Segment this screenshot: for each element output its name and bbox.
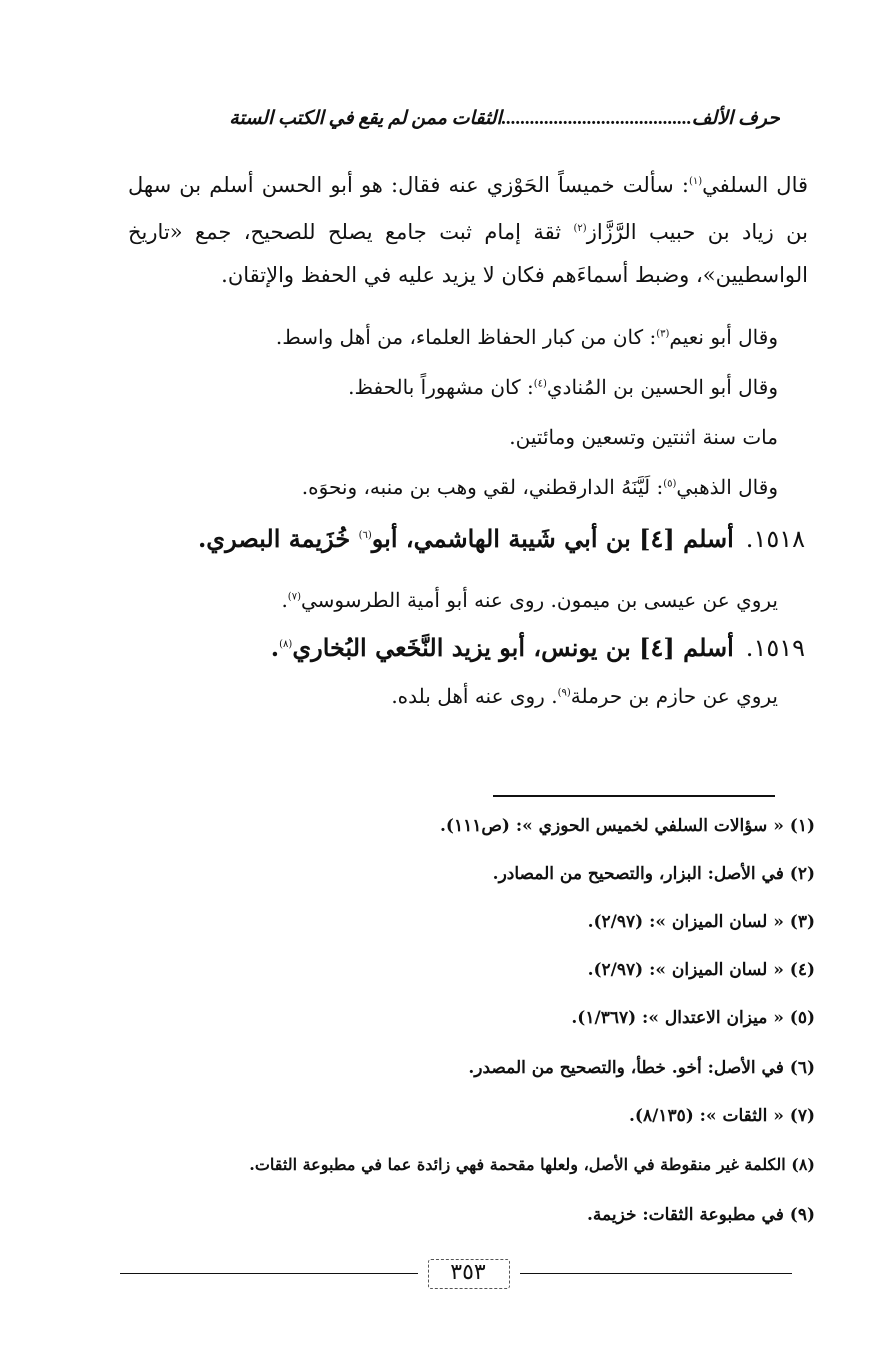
footnote-ref-7: (٧) — [287, 591, 301, 603]
footnote-5: (٥) « ميزان الاعتدال »: (١/٣٦٧). — [571, 1008, 815, 1028]
entry-1519-name-1: أسلم [٤] بن يونس، أبو يزيد النَّخَعي البُخاري — [292, 633, 734, 662]
footnote-1: (١) « سؤالات السلفي لخميس الحوزي »: (ص١١١). — [439, 816, 815, 836]
para-text-2: : سألت خميساً الحَوْزي عنه فقال: هو أبو الحسن أسلم بن سهل بن زياد بن حبيب الرَّزَّاز — [128, 173, 808, 244]
para-text-1: قال السلفي — [702, 173, 809, 197]
footnote-2: (٢) في الأصل: البزار، والتصحيح من المصادر. — [492, 864, 815, 884]
header-separator: ........................................ — [501, 108, 692, 129]
footnote-6: (٦) في الأصل: أخو. خطأ، والتصحيح من المصدر. — [468, 1058, 815, 1078]
entry-1519-heading — [271, 633, 805, 662]
quote-munadi-text-1: وقال أبو الحسين بن المُنادي — [546, 375, 778, 399]
footnote-4: (٤) « لسان الميزان »: (٢/٩٧). — [587, 960, 815, 980]
footnote-9: (٩) في مطبوعة الثقات: خزيمة. — [587, 1205, 815, 1225]
quote-abu-nuaim-text-2: : كان من كبار الحفاظ العلماء، من أهل واسط. — [275, 325, 657, 349]
footer-rule-right-side — [520, 1273, 792, 1274]
footer-rule-left-side — [120, 1273, 418, 1274]
quote-dhahabi-text-1: وقال الذهبي — [676, 475, 778, 499]
quote-dhahabi — [302, 475, 778, 499]
entry-1519-narration — [391, 684, 778, 708]
running-header — [148, 104, 780, 134]
page-number: ٣٥٣ — [450, 1260, 486, 1285]
entry-1519-narration-text-2: . روى عنه أهل بلده. — [391, 684, 558, 708]
footnote-ref-3: (٣) — [656, 328, 670, 340]
footnote-separator — [493, 795, 775, 797]
footnote-ref-2: (٢) — [573, 223, 587, 234]
entry-1518-narration-text-1: يروي عن عيسى بن ميمون. روى عنه أبو أمية الطرسوسي — [300, 588, 778, 612]
death-note — [509, 425, 778, 449]
entry-1518-narration — [281, 588, 778, 612]
death-note-text: مات سنة اثنتين وتسعين ومائتين. — [509, 425, 778, 449]
entry-1518-narration-text-2: . — [281, 588, 288, 612]
footnote-ref-8: (٨) — [279, 639, 293, 650]
entry-1519-name-2: . — [270, 633, 280, 662]
biography-paragraph — [128, 160, 808, 297]
footnote-3: (٣) « لسان الميزان »: (٢/٩٧). — [587, 912, 815, 932]
quote-munadi — [348, 375, 778, 399]
quote-abu-nuaim — [276, 325, 778, 349]
footnote-ref-1: (١) — [688, 176, 703, 187]
entry-1518-heading — [198, 524, 805, 553]
quote-abu-nuaim-text-1: وقال أبو نعيم — [669, 325, 778, 349]
header-chapter: حرف الألف — [691, 108, 780, 129]
footnote-7: (٧) « الثقات »: (٨/١٣٥). — [629, 1106, 815, 1126]
footnote-ref-9: (٩) — [557, 687, 571, 699]
footnote-ref-6: (٦) — [358, 530, 372, 541]
entry-1518-name-1: أسلم [٤] بن أبي شَيبة الهاشمي، أبو — [371, 524, 734, 553]
header-book-title: الثقات ممن لم يقع في الكتب الستة — [229, 108, 502, 129]
quote-dhahabi-text-2: : لَيَّنَهُ الدارقطني، لقي وهب بن منبه، ونحوَه. — [301, 475, 664, 499]
entry-1518-number: ١٥١٨. — [745, 525, 805, 553]
footnote-ref-4: (٤) — [533, 378, 547, 390]
quote-munadi-text-2: : كان مشهوراً بالحفظ. — [348, 375, 534, 399]
footnote-ref-5: (٥) — [663, 478, 677, 490]
footnote-8: (٨) الكلمة غير منقوطة في الأصل، ولعلها مقحمة فهي زائدة عما في مطبوعة الثقات. — [249, 1155, 815, 1174]
entry-1518-name-2: خُزَيمة البصري. — [197, 524, 359, 553]
entry-1519-narration-text-1: يروي عن حازم بن حرملة — [570, 684, 778, 708]
para-text-3: ثقة إمام ثبت جامع يصلح للصحيح، جمع «تاريخ الواسطيين»، وضبط أسماءَهم فكان لا يزيد عليه في الحفظ والإتقان. — [128, 220, 808, 287]
entry-1519-number: ١٥١٩. — [745, 634, 805, 662]
